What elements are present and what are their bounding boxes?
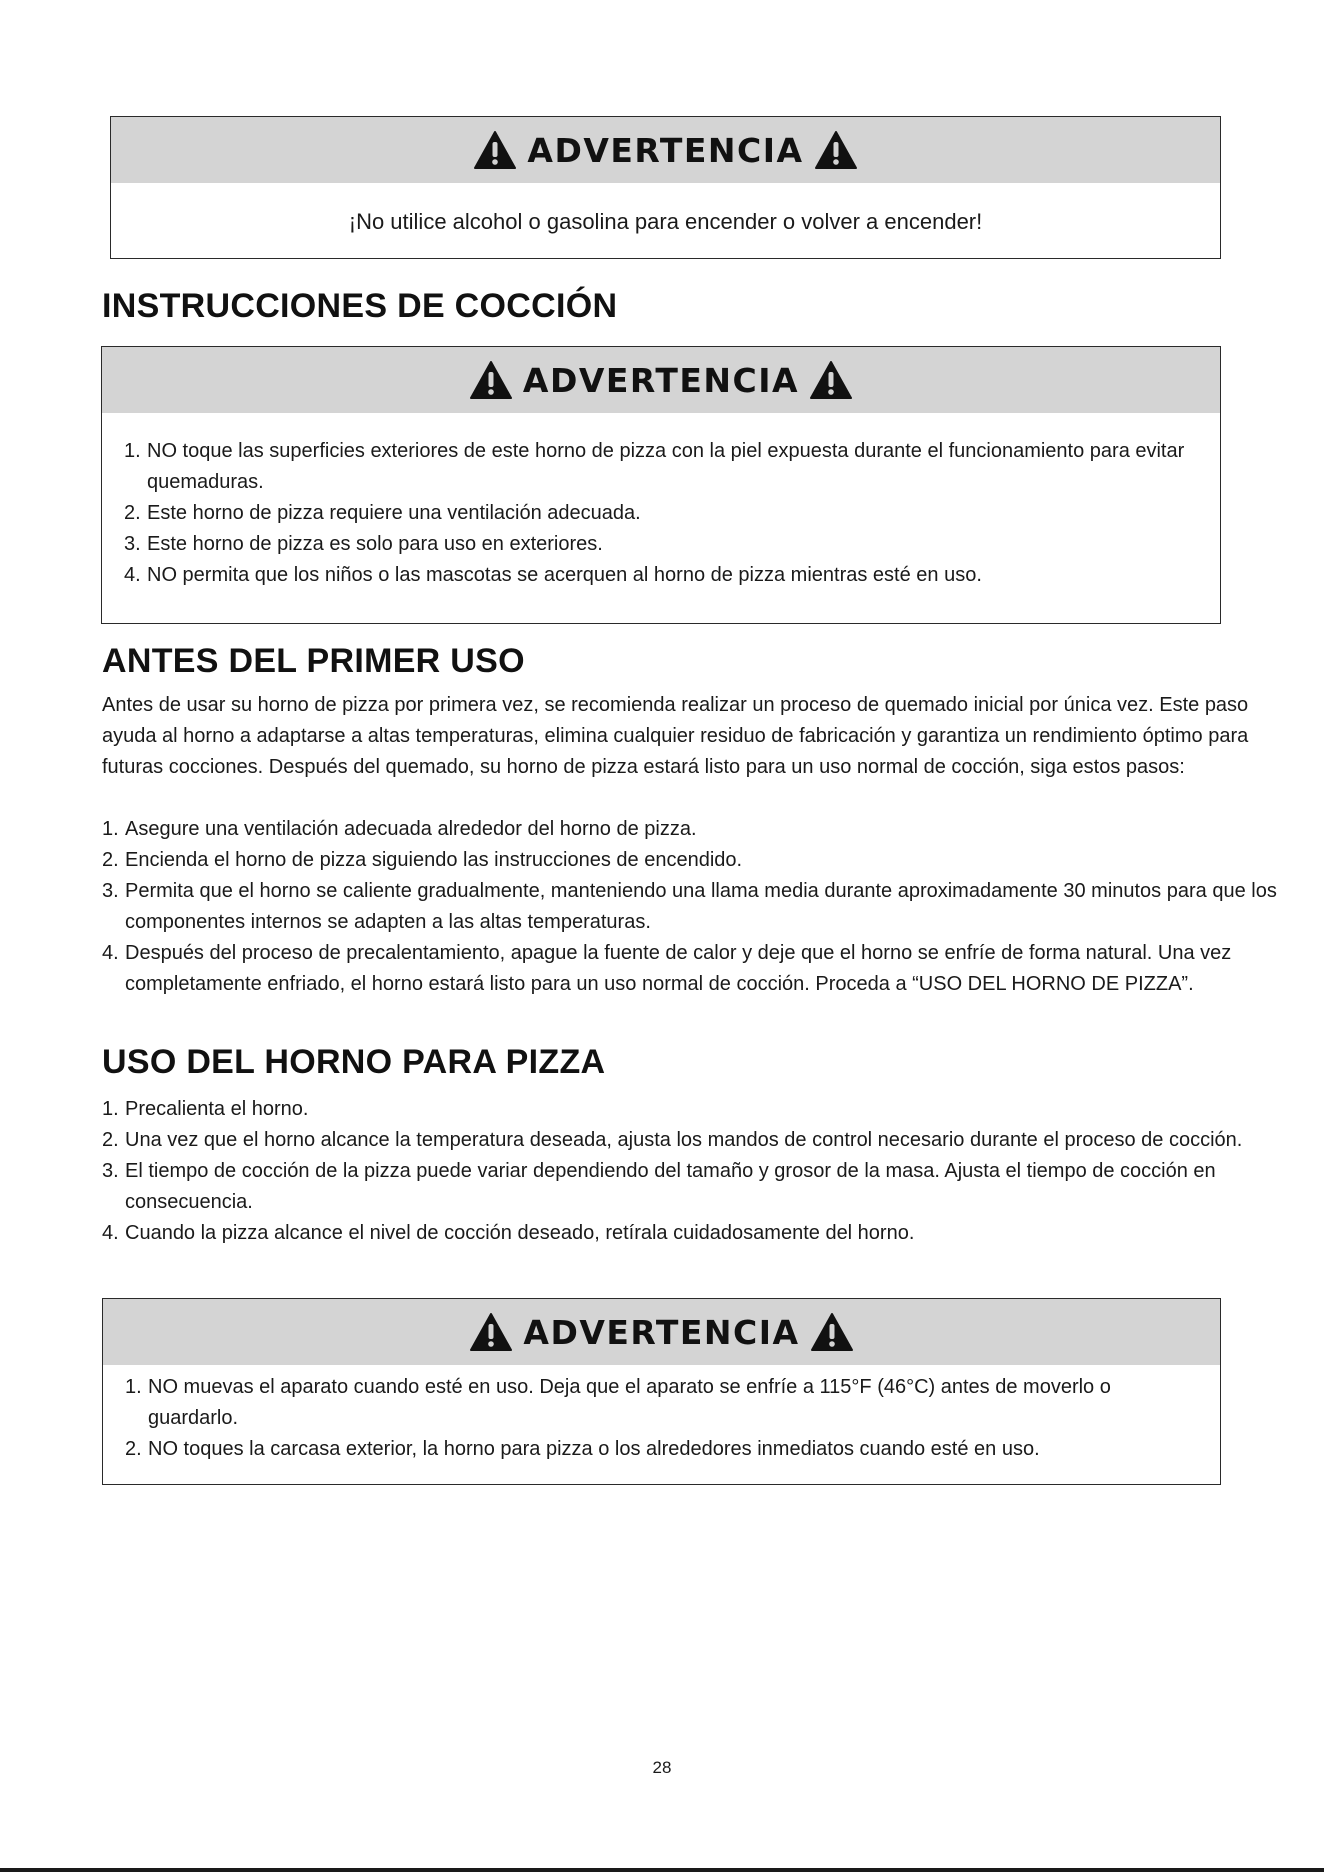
item-text: Este horno de pizza es solo para uso en exteriores.	[147, 533, 603, 555]
item-number: 2.	[102, 1129, 119, 1151]
item-text: NO muevas el aparato cuando esté en uso. Deja que el aparato se enfríe a 115°F (46°C) antes de moverlo o guardarlo.	[148, 1376, 1111, 1429]
item-text: El tiempo de cocción de la pizza puede variar dependiendo del tamaño y grosor de la masa. Ajusta el tiempo de cocción en consecuencia.	[125, 1160, 1216, 1213]
item-number: 2.	[102, 849, 119, 871]
warning-header	[111, 117, 1220, 183]
item-text: NO toques la carcasa exterior, la horno para pizza o los alrededores inmediatos cuando esté en uso.	[148, 1438, 1040, 1460]
item-text: NO toque las superficies exteriores de este horno de pizza con la piel expuesta durante el funcionamiento para evitar quemaduras.	[147, 440, 1185, 493]
section-title-usage: USO DEL HORNO PARA PIZZA	[102, 1043, 606, 1081]
item-number: 3.	[124, 533, 141, 555]
item-text: NO permita que los niños o las mascotas se acerquen al horno de pizza mientras esté en uso.	[147, 564, 982, 586]
item-text: Una vez que el horno alcance la temperatura deseada, ajusta los mandos de control necesario durante el proceso de cocción.	[125, 1129, 1243, 1151]
warning-header	[102, 347, 1220, 413]
warning-triangle-icon	[469, 360, 513, 400]
warning-title: ADVERTENCIA	[522, 360, 800, 400]
page-number: 28	[652, 1758, 672, 1777]
section-title-first-use: ANTES DEL PRIMER USO	[102, 642, 525, 680]
item-number: 3.	[102, 880, 119, 902]
item-number: 1.	[124, 440, 141, 462]
warning-triangle-icon	[473, 130, 517, 170]
bottom-rule	[0, 1868, 1324, 1872]
first-use-intro: Antes de usar su horno de pizza por primera vez, se recomienda realizar un proceso de quemado inicial por única vez. Este paso ayuda al horno a adaptarse a altas temperaturas, elimina cualquier residuo de fabricación y garantiza un rendimiento óptimo para futuras cocciones. Después del quemado, su horno de pizza estará listo para un uso normal de cocción, siga estos pasos:	[102, 694, 1249, 778]
item-number: 4.	[124, 564, 141, 586]
list-item	[102, 814, 1317, 845]
item-number: 2.	[125, 1438, 142, 1460]
item-text: Después del proceso de precalentamiento, apague la fuente de calor y deje que el horno se enfríe de forma natural. Una vez completamente enfriado, el horno estará listo para un uso normal de cocción. Proceda a “USO DEL HORNO DE PIZZA”.	[125, 942, 1232, 995]
section-title-cooking: INSTRUCCIONES DE COCCIÓN	[102, 287, 618, 325]
warning-triangle-icon	[814, 130, 858, 170]
warning-title: ADVERTENCIA	[523, 1312, 800, 1352]
list-item	[102, 1156, 1317, 1218]
list-item	[102, 938, 1317, 1000]
list-item	[102, 845, 1317, 876]
item-text: Cuando la pizza alcance el nivel de cocción deseado, retírala cuidadosamente del horno.	[125, 1222, 915, 1244]
item-text: Precalienta el horno.	[125, 1098, 309, 1120]
warning-box-top	[110, 116, 1221, 259]
item-text: Asegure una ventilación adecuada alrededor del horno de pizza.	[125, 818, 697, 840]
usage-steps	[102, 1094, 1317, 1249]
warning-title: ADVERTENCIA	[527, 130, 804, 170]
item-number: 1.	[102, 818, 119, 840]
item-text: Permita que el horno se caliente gradualmente, manteniendo una llama media durante aproximadamente 30 minutos para que los componentes internos se adapten a las altas temperaturas.	[125, 880, 1277, 933]
item-text: Encienda el horno de pizza siguiendo las instrucciones de encendido.	[125, 849, 743, 871]
warning-box-usage	[102, 1298, 1221, 1485]
warning-item	[125, 1434, 1200, 1465]
item-number: 2.	[124, 502, 141, 524]
warning-text: ¡No utilice alcohol o gasolina para encender o volver a encender!	[348, 209, 983, 234]
item-number: 4.	[102, 1222, 119, 1244]
list-item	[102, 1125, 1317, 1156]
warning-triangle-icon	[809, 360, 853, 400]
warning-item	[124, 529, 1200, 560]
warning-header	[103, 1299, 1220, 1365]
item-number: 3.	[102, 1160, 119, 1182]
item-number: 4.	[102, 942, 119, 964]
warning-item	[124, 498, 1200, 529]
warning-triangle-icon	[469, 1312, 513, 1352]
warning-item	[125, 1372, 1200, 1434]
warning-item	[124, 560, 1200, 591]
warning-box-cooking	[101, 346, 1221, 624]
list-item	[102, 1218, 1317, 1249]
list-item	[102, 876, 1317, 938]
item-text: Este horno de pizza requiere una ventilación adecuada.	[147, 502, 641, 524]
warning-triangle-icon	[810, 1312, 854, 1352]
list-item	[102, 1094, 1317, 1125]
warning-list	[103, 1365, 1220, 1465]
first-use-steps	[102, 814, 1317, 1000]
item-number: 1.	[125, 1376, 142, 1398]
item-number: 1.	[102, 1098, 119, 1120]
warning-list	[102, 413, 1220, 591]
warning-item	[124, 436, 1200, 498]
